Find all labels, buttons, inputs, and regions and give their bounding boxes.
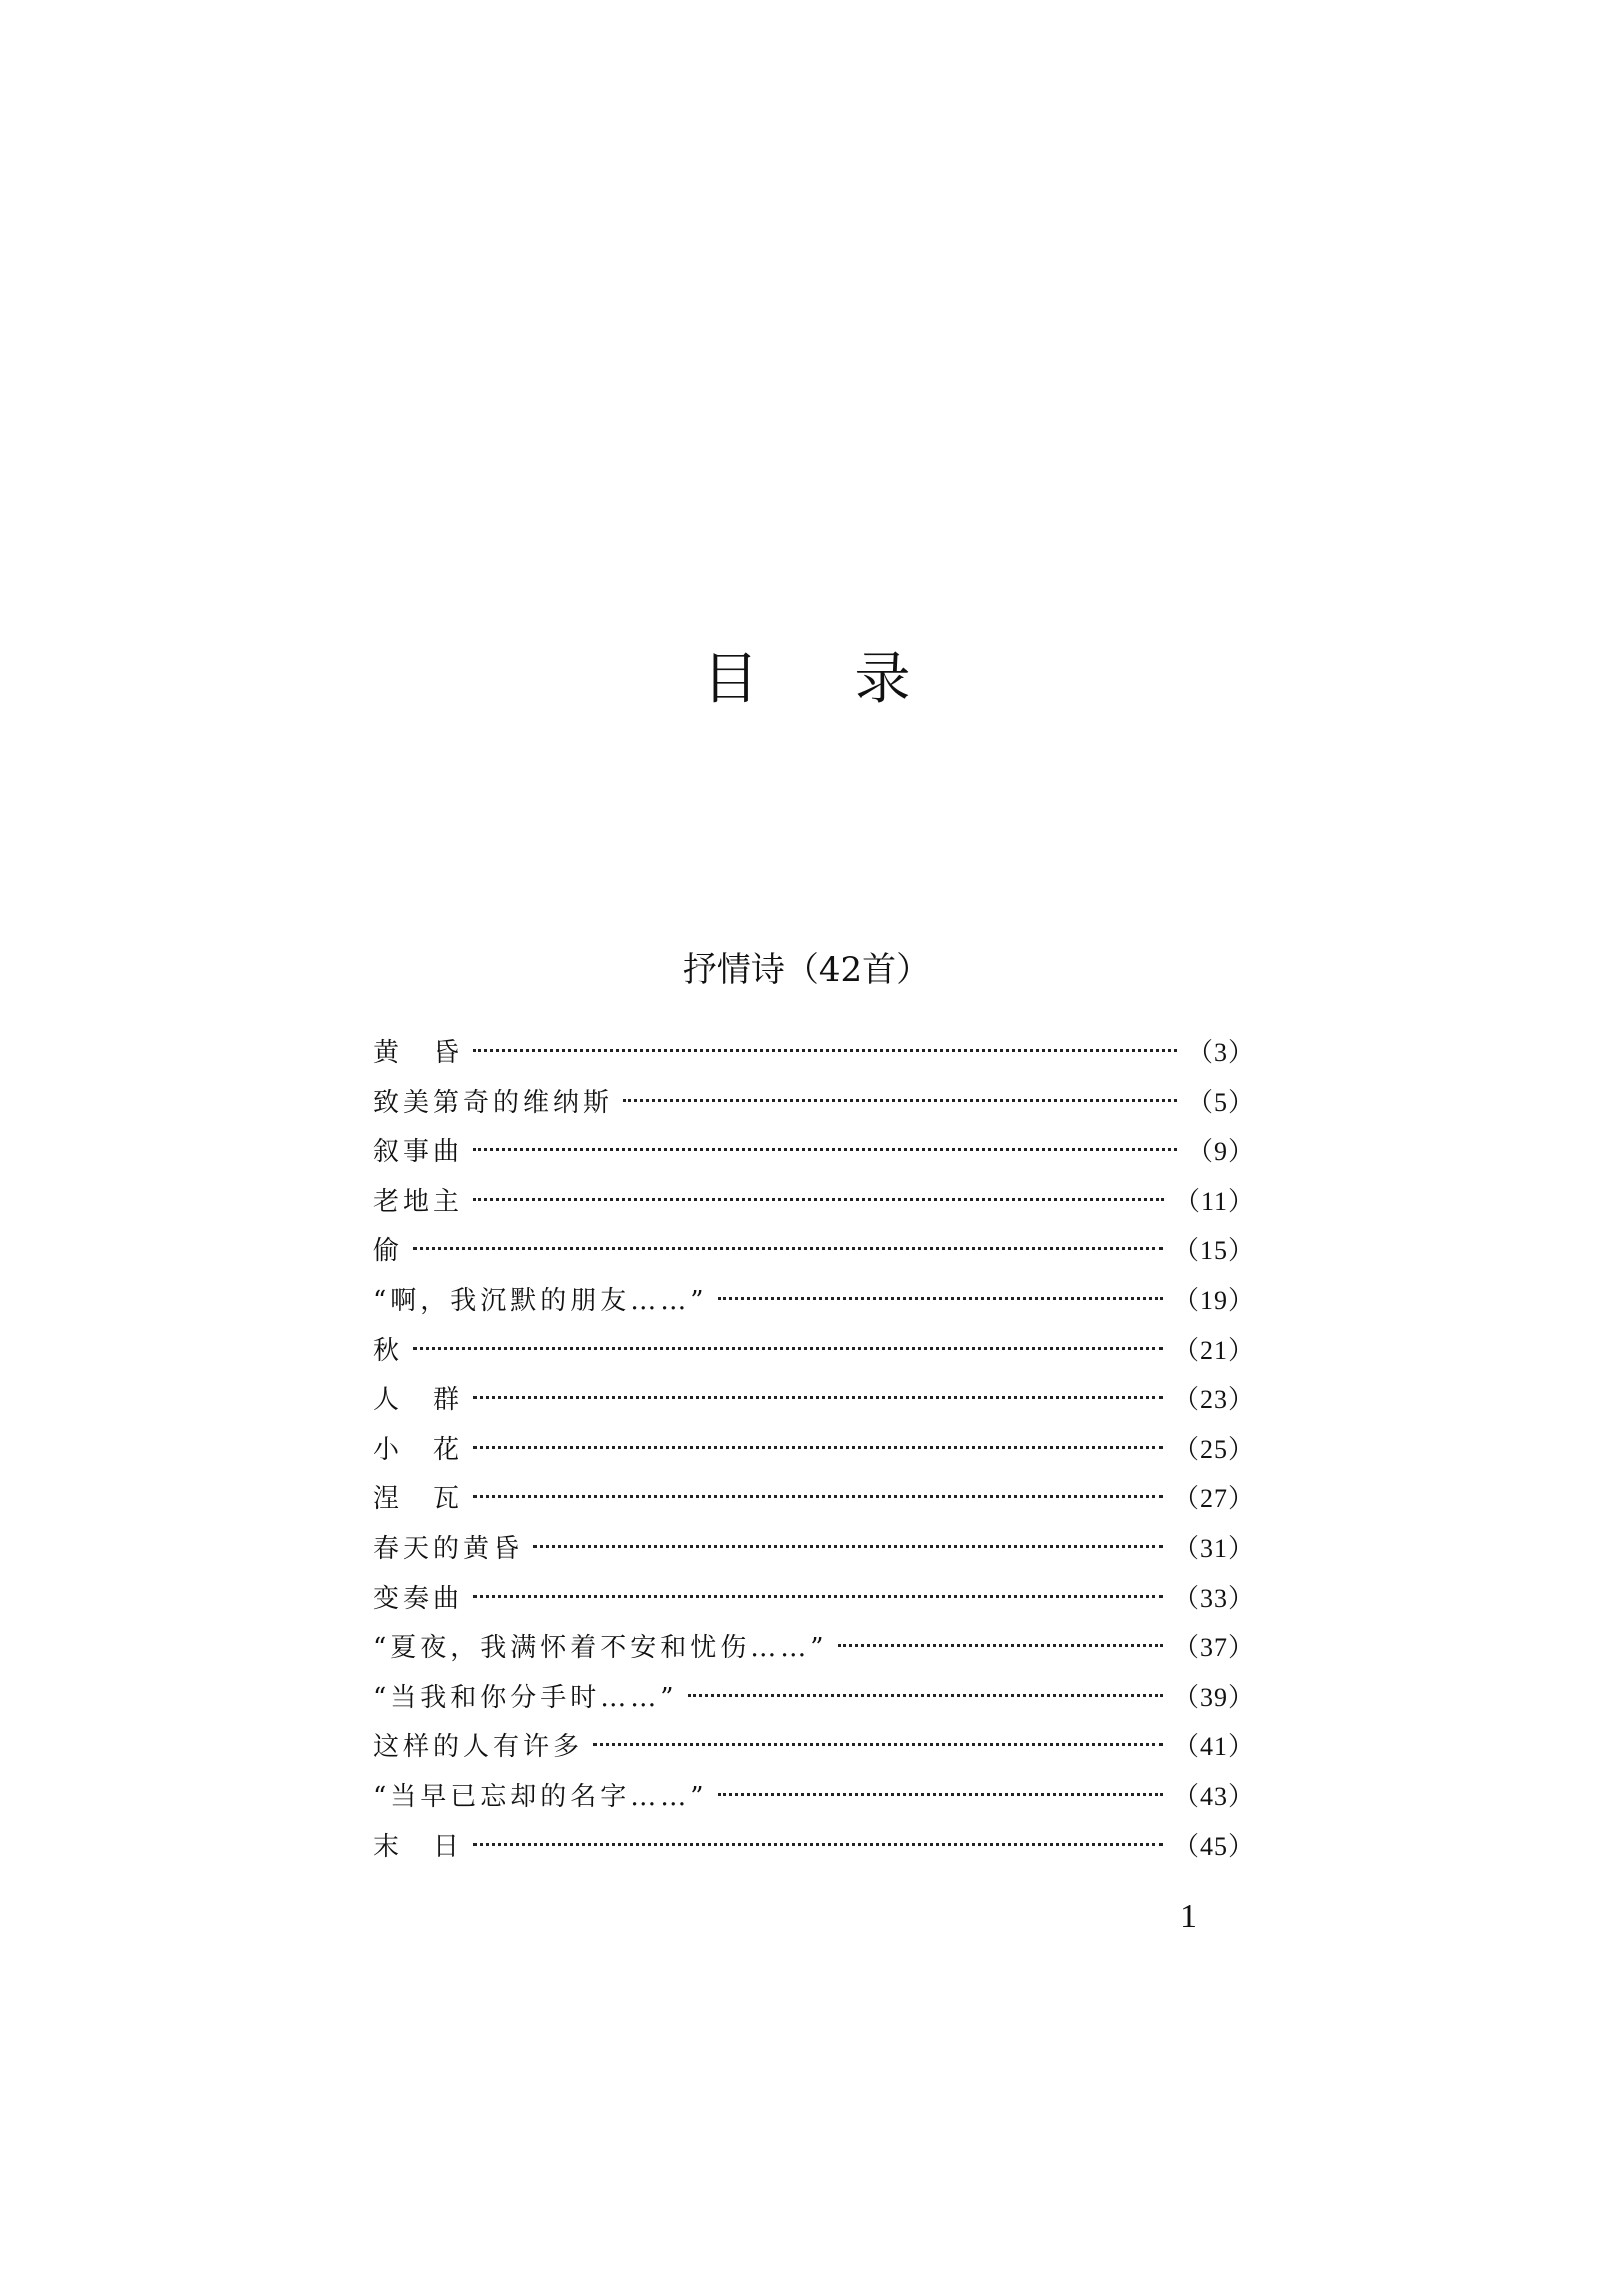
toc-entry[interactable] bbox=[373, 1574, 1255, 1624]
toc-entry-title: 这样的人有许多 bbox=[373, 1732, 584, 1763]
toc-entry-title: “啊，我沉默的朋友……” bbox=[373, 1285, 708, 1316]
toc-entry-page: （21） bbox=[1172, 1335, 1255, 1365]
dot-leader bbox=[593, 1743, 1163, 1746]
toc-entry-title: 叙事曲 bbox=[373, 1137, 464, 1168]
toc-entry-page: （37） bbox=[1172, 1633, 1255, 1663]
toc-entry-page: （41） bbox=[1172, 1732, 1255, 1762]
toc-entry-page: （15） bbox=[1172, 1236, 1255, 1266]
toc-entry-title: 黄 昏 bbox=[373, 1038, 464, 1068]
toc-entry[interactable] bbox=[373, 1127, 1255, 1177]
toc-entry[interactable] bbox=[373, 1623, 1255, 1673]
toc-entry[interactable] bbox=[373, 1326, 1255, 1376]
toc-entry-page: （27） bbox=[1172, 1484, 1255, 1514]
toc-entry-page: （5） bbox=[1186, 1087, 1255, 1117]
dot-leader bbox=[473, 1049, 1177, 1052]
toc-entry-title: 末 日 bbox=[373, 1831, 464, 1862]
dot-leader bbox=[688, 1694, 1163, 1697]
toc-entry-title: 致美第奇的维纳斯 bbox=[373, 1087, 614, 1118]
toc-entry[interactable] bbox=[373, 1822, 1255, 1872]
toc-entry-page: （39） bbox=[1172, 1682, 1255, 1712]
toc-entry[interactable] bbox=[373, 1722, 1255, 1772]
page-title: 目录 bbox=[702, 647, 1007, 712]
toc-entry-title: 变奏曲 bbox=[373, 1583, 464, 1614]
toc-entry-title: 偷 bbox=[373, 1236, 404, 1267]
dot-leader bbox=[473, 1148, 1177, 1151]
toc-entry-page: （9） bbox=[1186, 1137, 1255, 1167]
dot-leader bbox=[473, 1495, 1163, 1498]
toc-entry-page: （3） bbox=[1186, 1038, 1255, 1067]
toc-entry-title: 人 群 bbox=[373, 1385, 464, 1416]
toc-entry[interactable] bbox=[373, 1226, 1255, 1276]
dot-leader bbox=[473, 1595, 1163, 1598]
section-heading: 抒情诗（42首） bbox=[682, 950, 931, 990]
toc-entry[interactable] bbox=[373, 1177, 1255, 1227]
dot-leader bbox=[718, 1297, 1163, 1300]
toc-entry-page: （31） bbox=[1172, 1533, 1255, 1563]
dot-leader bbox=[838, 1644, 1163, 1647]
page-number: 1 bbox=[1180, 1898, 1197, 1935]
toc-entry[interactable] bbox=[373, 1673, 1255, 1723]
toc-entry-title: 秋 bbox=[373, 1335, 404, 1366]
dot-leader bbox=[413, 1347, 1163, 1350]
toc-entry[interactable] bbox=[373, 1078, 1255, 1128]
toc-entry[interactable] bbox=[373, 1028, 1255, 1078]
toc-entry-title: “当我和你分手时……” bbox=[373, 1682, 678, 1713]
toc-entry-page: （23） bbox=[1172, 1385, 1255, 1415]
toc-entry-title: “夏夜，我满怀着不安和忧伤……” bbox=[373, 1633, 828, 1664]
dot-leader bbox=[413, 1247, 1163, 1250]
toc-entry[interactable] bbox=[373, 1474, 1255, 1524]
toc-entry[interactable] bbox=[373, 1276, 1255, 1326]
dot-leader bbox=[623, 1099, 1177, 1102]
toc-entry[interactable] bbox=[373, 1772, 1255, 1822]
toc-entry[interactable] bbox=[373, 1375, 1255, 1425]
toc-entry-page: （25） bbox=[1172, 1434, 1255, 1464]
toc-entry[interactable] bbox=[373, 1524, 1255, 1574]
toc-entry-page: （43） bbox=[1172, 1781, 1255, 1811]
toc-entry-title: 小 花 bbox=[373, 1434, 464, 1465]
dot-leader bbox=[473, 1198, 1164, 1201]
toc-entry-title: “当早已忘却的名字……” bbox=[373, 1781, 708, 1812]
toc-entry-page: （11） bbox=[1173, 1186, 1255, 1216]
toc-entry-page: （45） bbox=[1172, 1831, 1255, 1861]
dot-leader bbox=[473, 1843, 1163, 1846]
dot-leader bbox=[718, 1793, 1163, 1796]
dot-leader bbox=[533, 1545, 1163, 1548]
toc-entry-page: （19） bbox=[1172, 1285, 1255, 1315]
toc-entry-title: 春天的黄昏 bbox=[373, 1533, 524, 1564]
dot-leader bbox=[473, 1396, 1163, 1399]
toc-entry-title: 涅 瓦 bbox=[373, 1484, 464, 1515]
toc-entry[interactable] bbox=[373, 1425, 1255, 1475]
toc-entry-title: 老地主 bbox=[373, 1186, 464, 1217]
toc-entry-page: （33） bbox=[1172, 1583, 1255, 1613]
table-of-contents bbox=[373, 1028, 1255, 1871]
dot-leader bbox=[473, 1446, 1163, 1449]
